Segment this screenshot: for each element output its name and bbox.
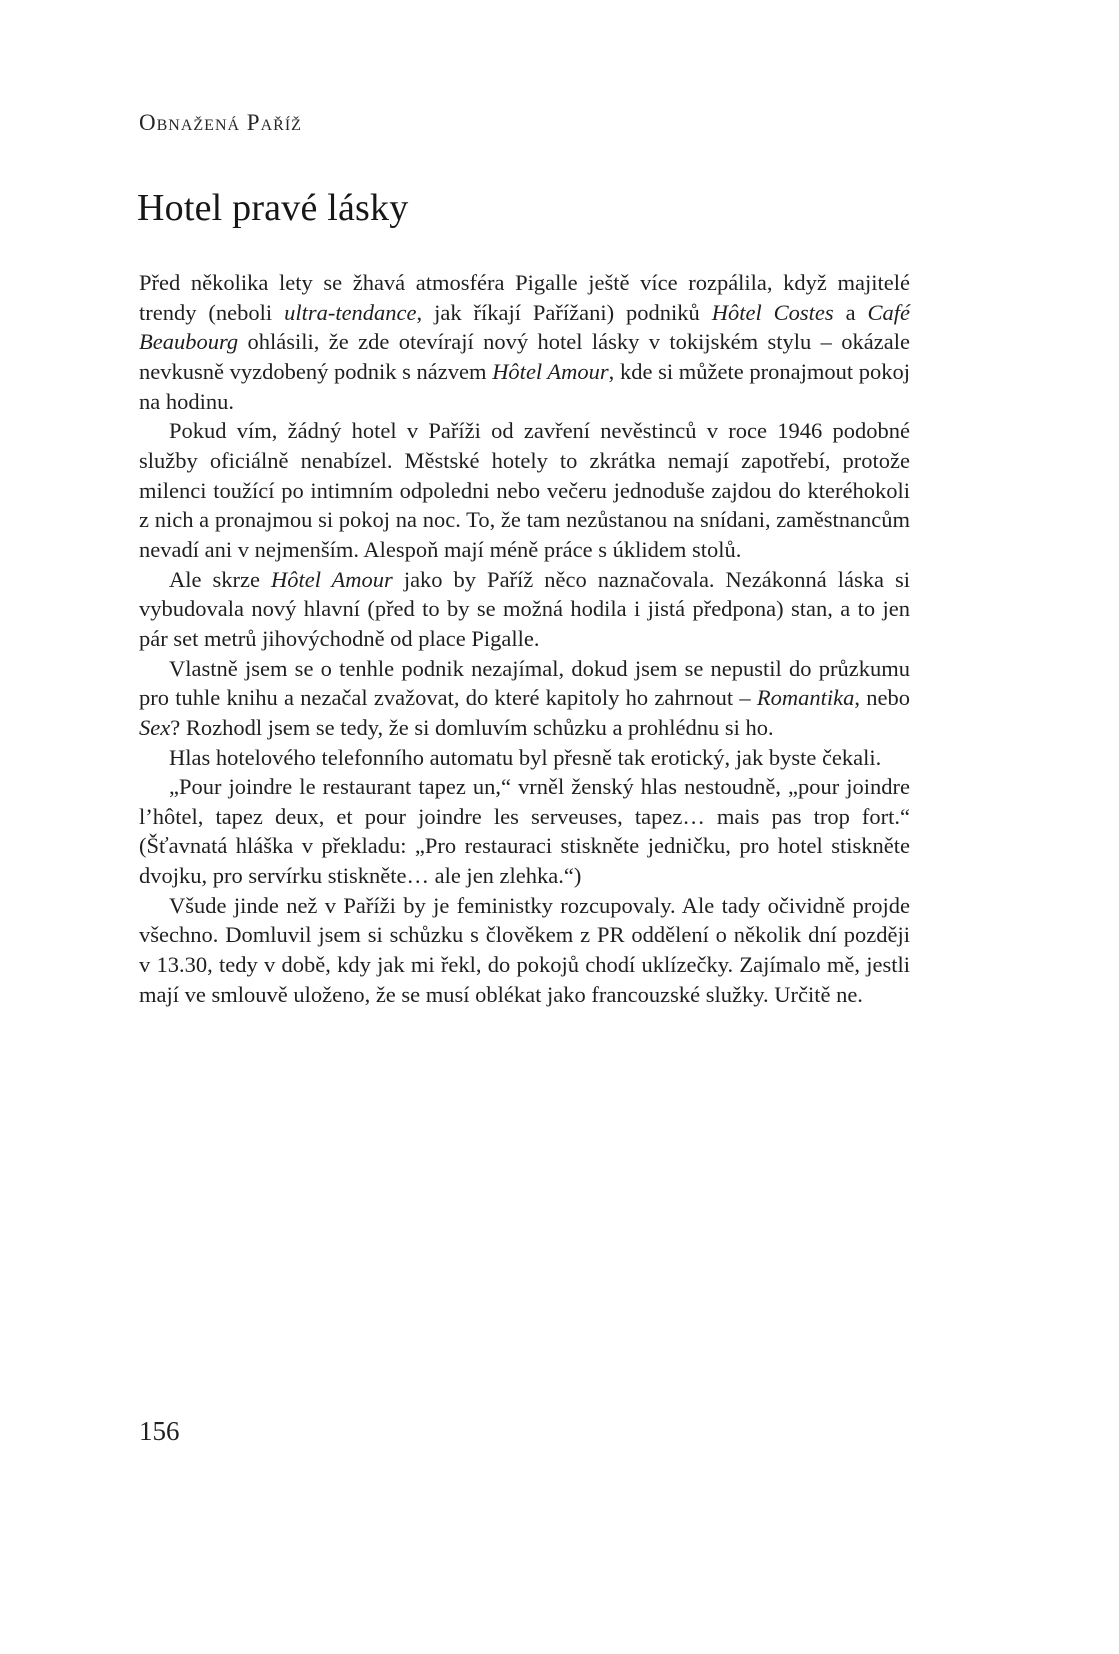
paragraph [139,743,910,773]
page-number: 156 [139,1416,180,1446]
text-run: Sex [139,714,171,740]
paragraph [139,268,910,416]
text-run: ? Rozhodl jsem se tedy, že si domluvím schůzku a prohlédnu si ho. [170,714,774,740]
paragraph [139,772,910,891]
chapter-title: Hotel pravé lásky [137,187,409,229]
text-run: Hlas hotelového telefonního automatu byl přesně tak erotický, jak byste čekali. [169,744,882,770]
text-run: Před několika lety se žhavá atmosféra Pigalle ještě více rozpálila, když majitelé trendy (neboli [139,270,910,325]
text-run: Všude jinde než v Paříži by je feministky rozcupovaly. Ale tady očividně projde všechno. Domluvil jsem si schůzku s člověkem z PR oddělení o několik dní později v 13.30, tedy v době, kdy jak mi řekl, do pokojů chodí uklízečky. Zajímalo mě, jestli mají ve smlouvě uloženo, že se musí oblékat jako francouzské služky. Určitě ne. [139,892,910,1007]
text-run: jako by Paříž něco naznačovala. Nezákonná láska si vybudovala nový hlavní (před to by se možná hodila i jistá předpona) stan, a to jen pár set metrů jihovýchodně od place Pigalle. [139,566,910,651]
paragraph [139,654,910,743]
text-run: , nebo [854,685,910,711]
text-run: „Pour joindre le restaurant tapez un,“ vrněl ženský hlas nestoudně, „pour joindre l’hôtel, tapez deux, et pour joindre les serveuses, tapez… mais pas trop fort.“ (Šťavnatá hláška v překladu: „Pro restauraci stiskněte jedničku, pro hotel stiskněte dvojku, pro servírku stiskněte… ale jen zlehka.“) [139,774,910,889]
text-run: , kde si můžete pronajmout pokoj na hodinu. [139,358,910,414]
body-text [139,268,910,1009]
text-run: ultra-tendance [284,299,417,325]
paragraph [139,891,910,1010]
paragraph [139,565,910,654]
text-run: ohlásili, že zde otevírají nový hotel lásky v tokijském stylu – okázale nevkusně vyzdobený podnik s názvem [139,329,910,384]
text-run: Hôtel Amour [492,358,609,384]
running-header: Obnažená Paříž [139,110,302,135]
text-run: Vlastně jsem se o tenhle podnik nezajímal, dokud jsem se nepustil do průzkumu pro tuhle knihu a nezačal zvažovat, do které kapitoly ho zahrnout – [139,655,910,711]
paragraph [139,416,910,564]
text-run: Café Beaubourg [139,299,910,355]
text-run: Hôtel Amour [270,566,393,592]
text-run: a [833,299,868,325]
text-run: Hôtel Costes [711,299,834,325]
text-run: Pokud vím, žádný hotel v Paříži od zavření nevěstinců v roce 1946 podobné služby oficiálně nenabízel. Městské hotely to zkrátka nemají zapotřebí, protože milenci toužící po intimním odpoledni nebo večeru jednoduše zajdou do kteréhokoli z nich a pronajmou si pokoj na noc. To, že tam nezůstanou na snídani, zaměstnancům nevadí ani v nejmenším. Alespoň mají méně práce s úklidem stolů. [139,418,910,562]
text-run: Romantika [756,685,855,711]
text-run: Ale skrze [169,566,271,592]
text-run: , jak říkají Pařížani) podniků [416,299,712,325]
